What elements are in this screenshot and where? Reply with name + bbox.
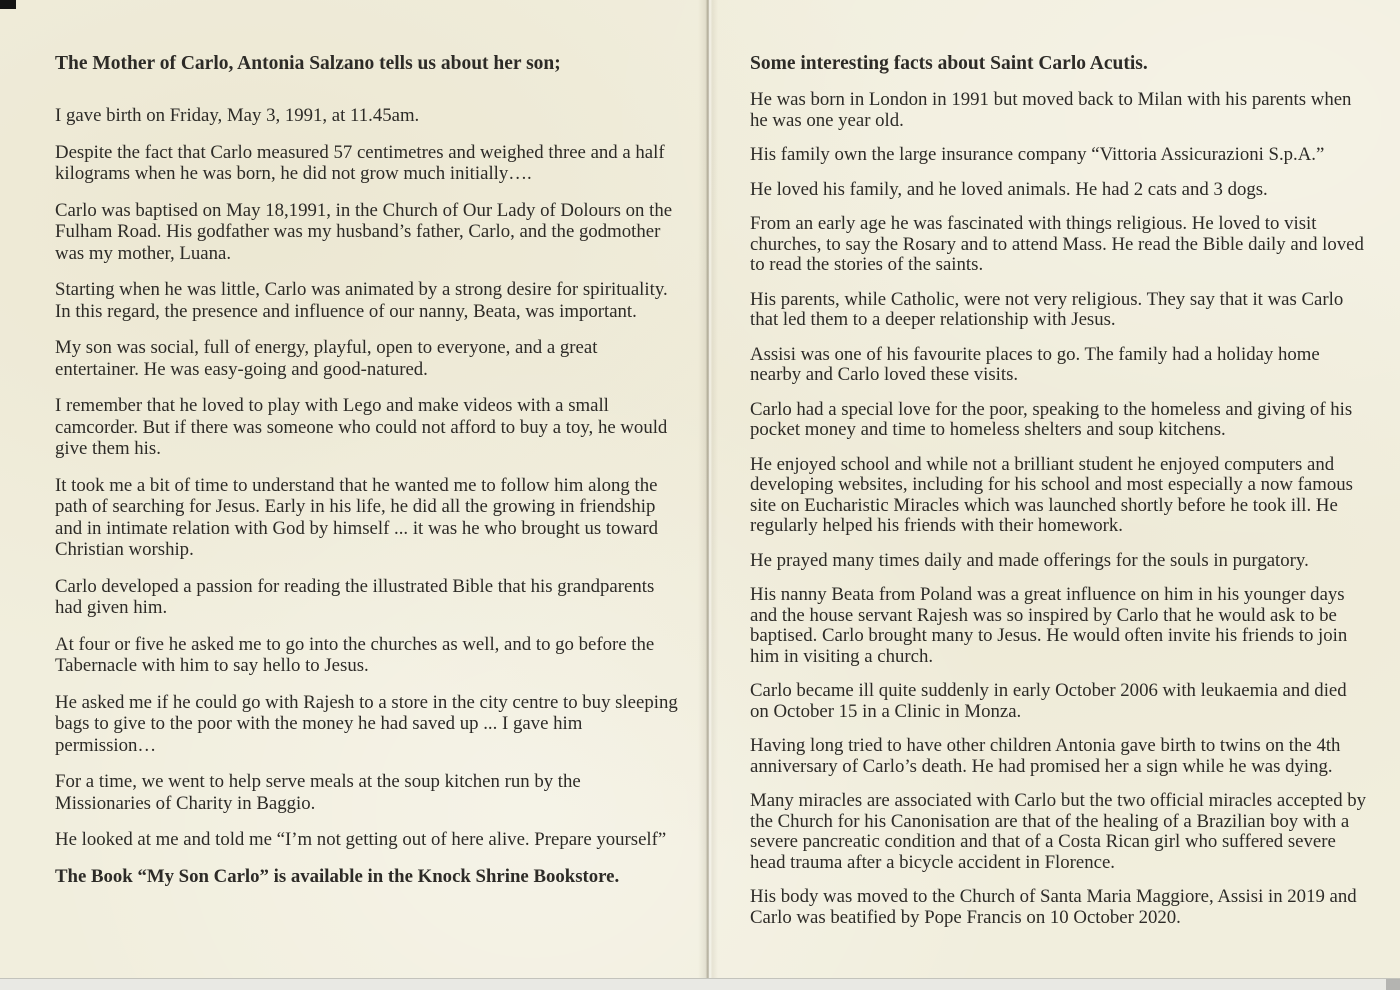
right-page (750, 52, 1370, 942)
paragraph: His nanny Beata from Poland was a great influence on him in his younger days and the house servant Rajesh was so inspired by Carlo that he would ask to be baptised. Carlo brought many to Jesus. He would often invite his friends to join him in visiting a church. (750, 584, 1348, 667)
paragraph: Starting when he was little, Carlo was animated by a strong desire for spirituality. In this regard, the presence and influence of our nanny, Beata, was important. (55, 279, 668, 322)
paragraph: He loved his family, and he loved animals. He had 2 cats and 3 dogs. (750, 178, 1268, 200)
right-page-body (750, 90, 1370, 928)
scan-bottom-right-edge (1386, 979, 1400, 990)
right-page-heading: Some interesting facts about Saint Carlo Acutis. (750, 53, 1148, 74)
bookstore-note: The Book “My Son Carlo” is available in the Knock Shrine Bookstore. (55, 865, 620, 887)
paragraph: His body was moved to the Church of Santa Maria Maggiore, Assisi in 2019 and Carlo was beatified by Pope Francis on 10 October 2020. (750, 886, 1357, 928)
paragraph: He was born in London in 1991 but moved back to Milan with his parents when he was one year old. (750, 89, 1352, 131)
paragraph: His family own the large insurance company “Vittoria Assicurazioni S.p.A.” (750, 144, 1325, 165)
left-page-heading: The Mother of Carlo, Antonia Salzano tells us about her son; (55, 53, 561, 74)
paragraph: From an early age he was fascinated with things religious. He loved to visit churches, to say the Rosary and to attend Mass. He read the Bible daily and loved to read the stories of the saints. (750, 213, 1364, 275)
paragraph: He enjoyed school and while not a brilliant student he enjoyed computers and developing websites, including for his school and most especially a now famous site on Eucharistic Miracles which was launched shortly before he took ill. He regularly helped his friends with their homework. (750, 453, 1353, 536)
paragraph: For a time, we went to help serve meals at the soup kitchen run by the Missionaries of Charity in Baggio. (55, 771, 581, 814)
paragraph: Carlo became ill quite suddenly in early October 2006 with leukaemia and died on October 15 in a Clinic in Monza. (750, 680, 1347, 722)
paragraph: Carlo developed a passion for reading the illustrated Bible that his grandparents had given him. (55, 575, 655, 618)
scan-corner-mark (0, 0, 16, 9)
paragraph: He prayed many times daily and made offerings for the souls in purgatory. (750, 549, 1309, 571)
paragraph: He asked me if he could go with Rajesh to a store in the city centre to buy sleeping bags to give to the poor with the money he had saved up ... I gave him permission… (55, 691, 678, 756)
left-page-body (55, 105, 679, 851)
booklet-center-fold (698, 0, 718, 990)
paragraph: It took me a bit of time to understand that he wanted me to follow him along the path of searching for Jesus. Early in his life, he did all the growing in friendship and in intimate relation with God by himself ... it was he who brought us toward Christian worship. (55, 474, 658, 560)
paragraph: At four or five he asked me to go into the churches as well, and to go before the Tabernacle with him to say hello to Jesus. (55, 633, 655, 676)
paragraph: Many miracles are associated with Carlo but the two official miracles accepted by the Church for his Canonisation are that of the healing of a Brazilian boy with a severe pancreatic condition and that of a Costa Rican girl who suffered severe head trauma after a bicycle accident in Florence. (750, 790, 1367, 873)
paragraph: Having long tried to have other children Antonia gave birth to twins on the 4th anniversary of Carlo’s death. He had promised her a sign while he was dying. (750, 735, 1341, 777)
paragraph: Despite the fact that Carlo measured 57 centimetres and weighed three and a half kilograms when he was born, he did not grow much initially…. (55, 141, 665, 184)
paragraph: He looked at me and told me “I’m not getting out of here alive. Prepare yourself” (55, 829, 667, 850)
paragraph: Assisi was one of his favourite places to go. The family had a holiday home nearby and Carlo loved these visits. (750, 343, 1320, 385)
left-page (55, 52, 679, 902)
paragraph: Carlo was baptised on May 18,1991, in the Church of Our Lady of Dolours on the Fulham Road. His godfather was my husband’s father, Carlo, and the godmother was my mother, Luana. (55, 199, 673, 264)
paragraph: His parents, while Catholic, were not very religious. They say that it was Carlo that led them to a deeper relationship with Jesus. (750, 288, 1344, 330)
paragraph: I gave birth on Friday, May 3, 1991, at 11.45am. (55, 105, 420, 126)
paragraph: Carlo had a special love for the poor, speaking to the homeless and giving of his pocket money and time to homeless shelters and soup kitchens. (750, 398, 1353, 440)
scan-bottom-edge (0, 978, 1400, 990)
paragraph: I remember that he loved to play with Lego and make videos with a small camcorder. But if there was someone who could not afford to buy a toy, he would give them his. (55, 395, 668, 459)
paragraph: My son was social, full of energy, playful, open to everyone, and a great entertainer. He was easy-going and good-natured. (55, 337, 598, 380)
